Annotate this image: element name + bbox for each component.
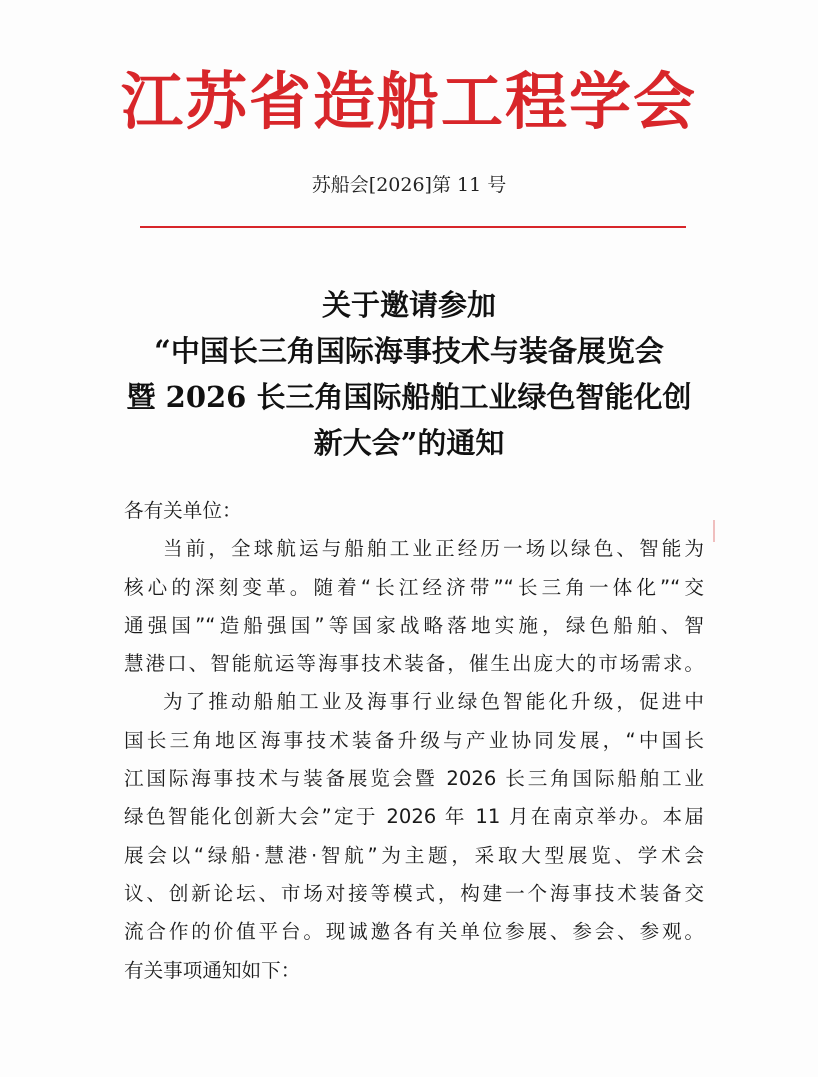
paragraph-2-line: 为了推动船舶工业及海事行业绿色智能化升级，促进中 [163, 690, 704, 714]
paragraph-2-line: 绿色智能化创新大会”定于 2026 年 11 月在南京举办。本届 [124, 805, 704, 829]
paragraph-2-line: 议、创新论坛、市场对接等模式，构建一个海事技术装备交 [124, 881, 704, 905]
title-line: 暨 2026 长三角国际船舶工业绿色智能化创 [126, 380, 692, 414]
document-number: 苏船会[2026]第 11 号 [311, 174, 507, 196]
letterhead-org-name: 江苏省造船工程学会 [120, 65, 697, 138]
document-body [124, 492, 704, 990]
paragraph-1-line: 通强国”“造船强国”等国家战略落地实施，绿色船舶、智 [124, 613, 704, 637]
title-line: 新大会”的通知 [313, 426, 505, 460]
paragraph-2-line: 展会以“绿船·慧港·智航”为主题，采取大型展览、学术会 [124, 843, 704, 867]
paragraph-2-line: 流合作的价值平台。现诚邀各有关单位参展、参会、参观。 [124, 920, 704, 944]
letterhead-red-rule [140, 226, 686, 228]
title-line: “中国长三角国际海事技术与装备展览会 [154, 334, 664, 368]
salutation: 各有关单位： [124, 499, 242, 522]
title-line: 关于邀请参加 [321, 288, 496, 322]
scan-speck-mark [713, 520, 715, 542]
paragraph-1-line: 慧港口、智能航运等海事技术装备，催生出庞大的市场需求。 [124, 652, 704, 676]
paragraph-2-line: 江国际海事技术与装备展览会暨 2026 长三角国际船舶工业 [124, 767, 704, 791]
paragraph-1-line: 当前，全球航运与船舶工业正经历一场以绿色、智能为 [163, 537, 704, 561]
paragraph-1-line: 核心的深刻变革。随着“长江经济带”“长三角一体化”“交 [124, 575, 704, 599]
paragraph-2-line: 有关事项通知如下： [124, 958, 301, 982]
document-title [40, 282, 778, 466]
paragraph-2-line: 国长三角地区海事技术装备升级与产业协同发展，“中国长 [124, 728, 704, 752]
